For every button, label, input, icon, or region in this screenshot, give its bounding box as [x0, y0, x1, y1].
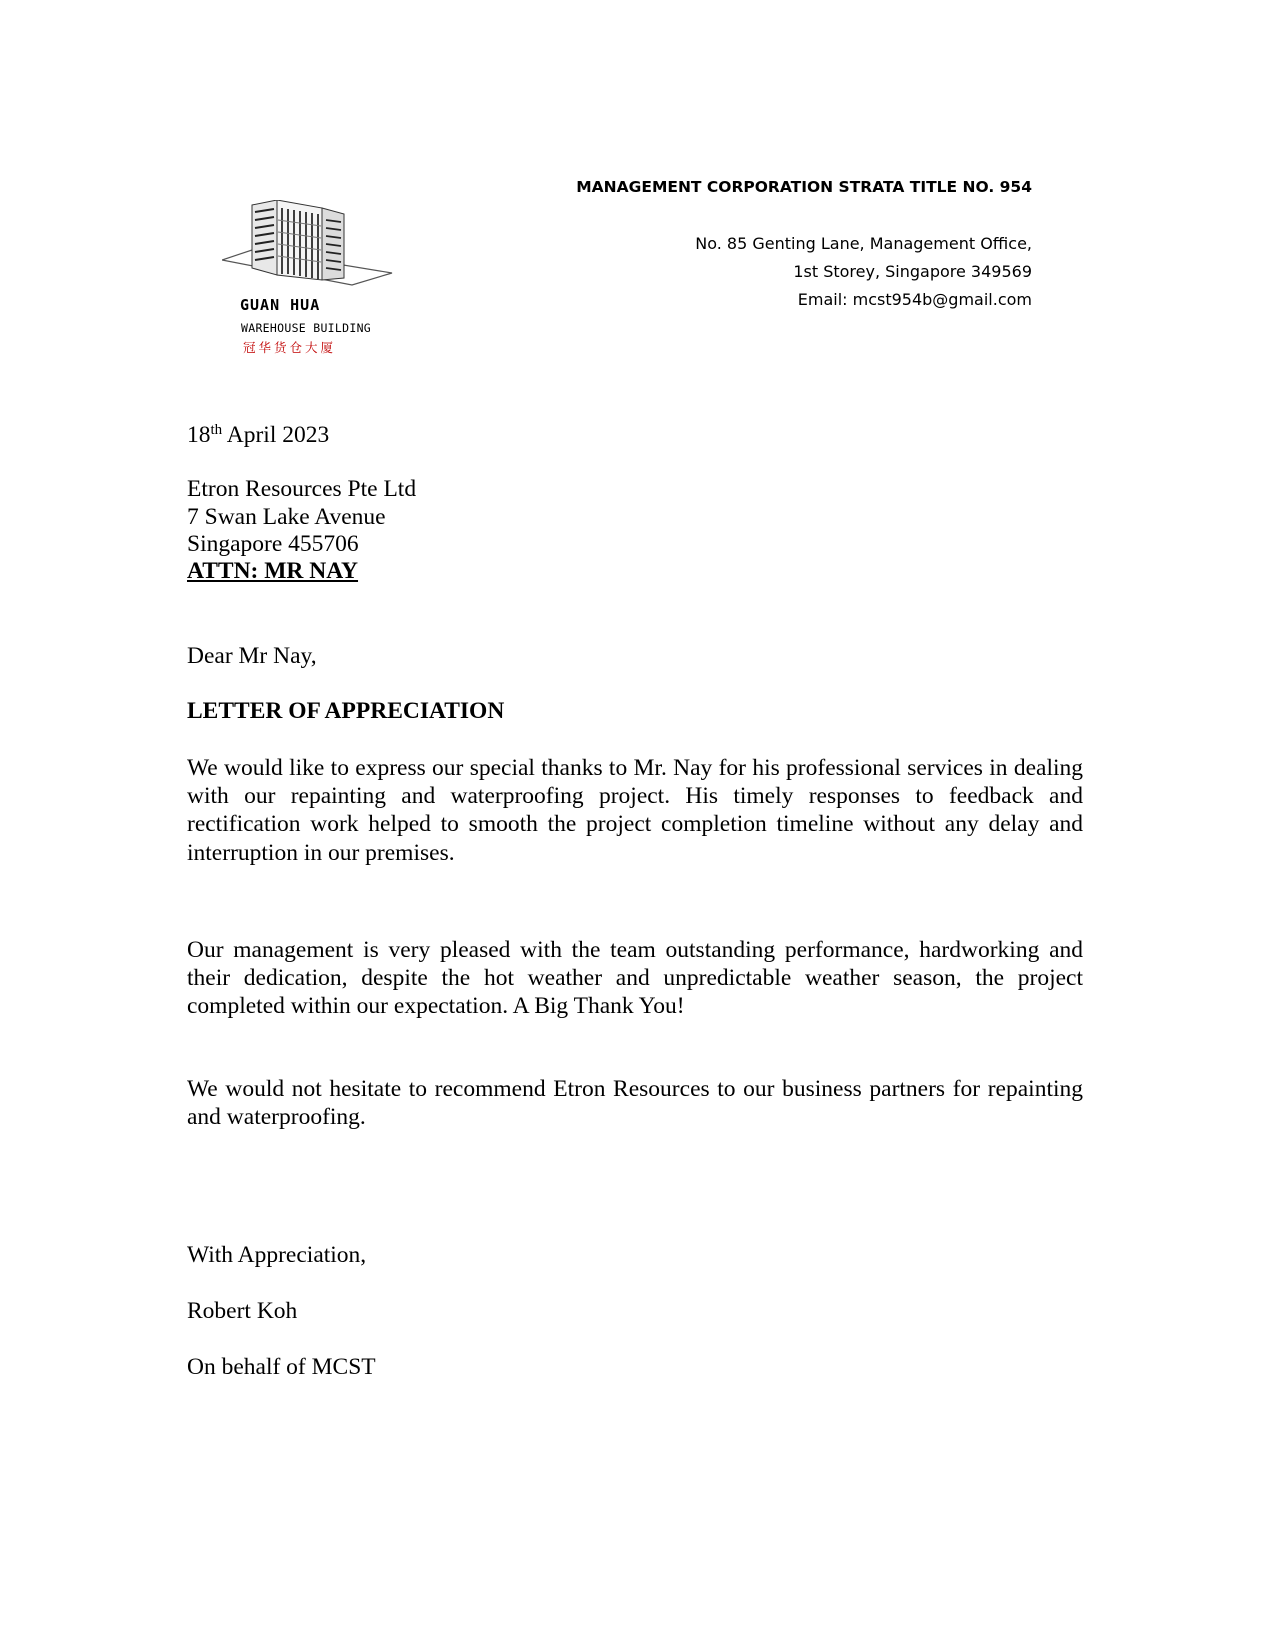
date-month-year: April 2023 — [222, 422, 330, 448]
on-behalf-line: On behalf of MCST — [187, 1354, 376, 1380]
closing: With Appreciation, — [187, 1242, 367, 1268]
building-icon — [222, 200, 412, 290]
letter-subject: LETTER OF APPRECIATION — [187, 698, 505, 724]
letterhead-address-line1: No. 85 Genting Lane, Management Office, — [695, 234, 1032, 253]
letter-date — [187, 421, 329, 449]
logo-chinese-name: 冠华货仓大厦 — [243, 340, 337, 355]
letterhead-title: MANAGEMENT CORPORATION STRATA TITLE NO. 954 — [576, 178, 1032, 196]
logo-name: GUAN HUA — [240, 296, 321, 314]
letterhead-email: Email: mcst954b@gmail.com — [797, 290, 1032, 309]
letterhead-address-line2: 1st Storey, Singapore 349569 — [793, 262, 1032, 281]
body-paragraph-1: We would like to express our special thanks to Mr. Nay for his professional services in dealing with our repainting and waterproofing project. His timely responses to feedback and rectification work helped to smooth the project completion timeline without any delay and interruption in our premises. — [187, 755, 1083, 866]
body-paragraph-3: We would not hesitate to recommend Etron Resources to our business partners for repainting and waterproofing. — [187, 1076, 1083, 1131]
date-suffix: th — [210, 422, 223, 438]
company-logo — [222, 200, 412, 360]
date-day: 18 — [187, 422, 211, 448]
recipient-city: Singapore 455706 — [187, 531, 359, 557]
body-paragraph-2: Our management is very pleased with the team outstanding performance, hardworking and their dedication, despite the hot weather and unpredictable weather season, the project completed within our expectation. A Big Thank You! — [187, 937, 1083, 1020]
signatory-name: Robert Koh — [187, 1298, 298, 1324]
logo-subtitle: WAREHOUSE BUILDING — [241, 321, 372, 335]
recipient-company: Etron Resources Pte Ltd — [187, 476, 417, 502]
recipient-street: 7 Swan Lake Avenue — [187, 504, 386, 530]
salutation: Dear Mr Nay, — [187, 643, 317, 669]
recipient-attn: ATTN: MR NAY — [187, 558, 359, 584]
